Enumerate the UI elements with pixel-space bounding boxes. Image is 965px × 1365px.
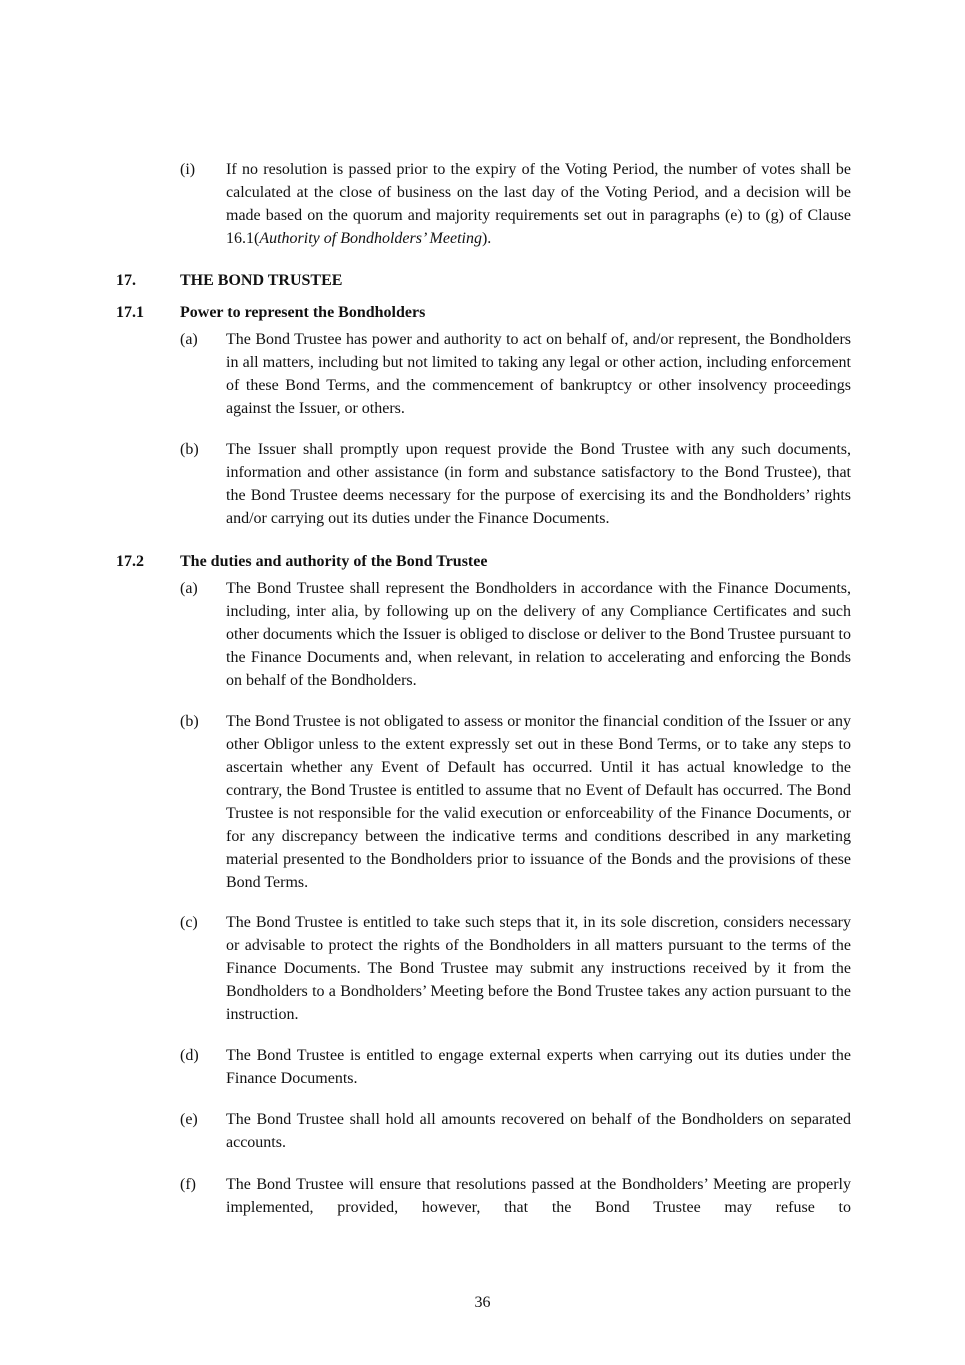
subsection-number: 17.1 xyxy=(116,304,144,321)
subsection-number: 17.2 xyxy=(116,553,144,570)
paragraph-label: (e) xyxy=(180,1111,198,1128)
section-number: 17. xyxy=(116,272,136,289)
section-title: THE BOND TRUSTEE xyxy=(180,272,343,289)
paragraph-text: If no resolution is passed prior to the expiry of the Voting Period, the number of votes shall be calculated at the close of business on the last day of the Voting Period, and a decision will be made based on the quorum and majority requirements set out in paragraphs (e) to (g) of Clause 16.1(Authority of Bondholders’ Meeting). xyxy=(226,161,851,247)
paragraph-text: The Bond Trustee has power and authority to act on behalf of, and/or represent, the Bondholders in all matters, including but not limited to taking any legal or other action, including enforcement of these Bond Terms, and the commencement of bankruptcy or other insolvency proceedings against the Issuer, or others. xyxy=(226,331,851,417)
paragraph-label: (b) xyxy=(180,713,199,730)
paragraph-text: The Bond Trustee is entitled to take such steps that it, in its sole discretion, considers necessary or advisable to protect the rights of the Bondholders in all matters pursuant to the terms of the Finance Documents. The Bond Trustee may submit any instructions received by it from the Bondholders to a Bondholders’ Meeting before the Bond Trustee takes any action pursuant to the instruction. xyxy=(226,914,851,1023)
paragraph-label: (f) xyxy=(180,1176,196,1193)
paragraph-text: The Issuer shall promptly upon request provide the Bond Trustee with any such documents, information and other assistance (in form and substance satisfactory to the Bond Trustee), that the Bond Trustee deems necessary for the purpose of exercising its and the Bondholders’ rights and/or carrying out its duties under the Finance Documents. xyxy=(226,441,851,527)
paragraph-text: The Bond Trustee will ensure that resolutions passed at the Bondholders’ Meeting are properly implemented, provided, however, that the Bond Trustee may refuse to xyxy=(226,1176,851,1216)
paragraph-label: (i) xyxy=(180,161,196,178)
paragraph-label: (d) xyxy=(180,1047,199,1064)
paragraph-label: (b) xyxy=(180,441,199,458)
paragraph-label: (a) xyxy=(180,580,198,597)
paragraph-label: (c) xyxy=(180,914,198,931)
clause-reference-italic: Authority of Bondholders’ Meeting xyxy=(259,230,482,247)
paragraph-text: The Bond Trustee shall hold all amounts recovered on behalf of the Bondholders on separated accounts. xyxy=(226,1111,851,1151)
subsection-title: The duties and authority of the Bond Trustee xyxy=(180,553,488,570)
paragraph-text: The Bond Trustee is entitled to engage external experts when carrying out its duties under the Finance Documents. xyxy=(226,1047,851,1087)
subsection-title: Power to represent the Bondholders xyxy=(180,304,426,321)
paragraph-text: The Bond Trustee shall represent the Bondholders in accordance with the Finance Documents, including, inter alia, by following up on the delivery of any Compliance Certificates and such other documents which the Issuer is obliged to disclose or deliver to the Bond Trustee pursuant to the Finance Documents and, when relevant, in relation to accelerating and enforcing the Bonds on behalf of the Bondholders. xyxy=(226,580,851,689)
paragraph-text: The Bond Trustee is not obligated to assess or monitor the financial condition of the Issuer or any other Obligor unless to the extent expressly set out in these Bond Terms, or to take any steps to ascertain whether any Event of Default has occurred. Until it has actual knowledge to the contrary, the Bond Trustee is entitled to assume that no Event of Default has occurred. The Bond Trustee is not responsible for the valid execution or enforceability of the Finance Documents, or for any discrepancy between the indicative terms and conditions described in any marketing material presented to the Bondholders prior to issuance of the Bonds and the provisions of these Bond Terms. xyxy=(226,713,851,891)
page-number: 36 xyxy=(474,1294,491,1311)
paragraph-label: (a) xyxy=(180,331,198,348)
